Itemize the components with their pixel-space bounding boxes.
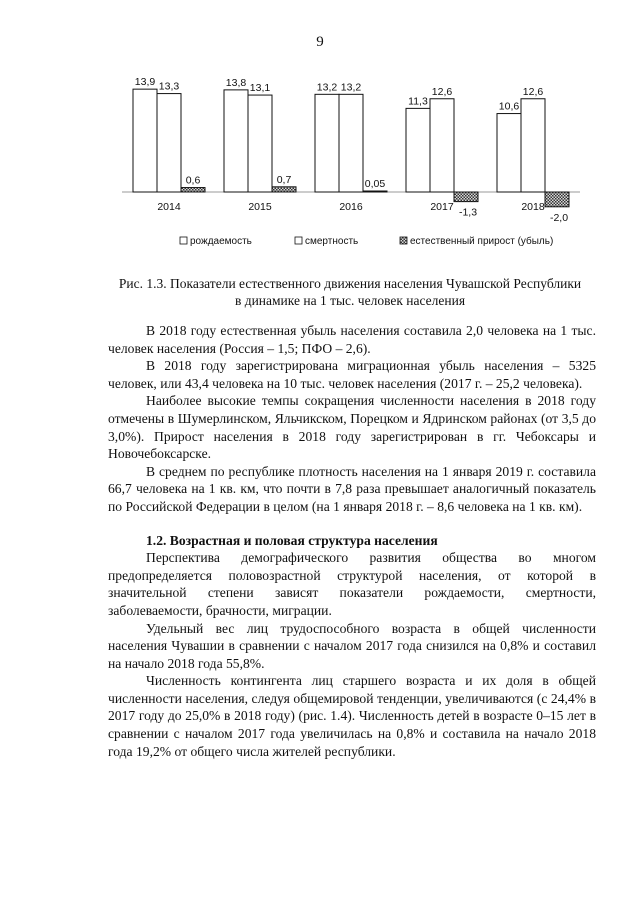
bar-death-2016: [339, 94, 363, 192]
legend-swatch: [180, 237, 187, 244]
legend-swatch: [400, 237, 407, 244]
data-label: -2,0: [549, 211, 569, 224]
data-label: 11,3: [408, 95, 428, 108]
legend-swatch: [295, 237, 302, 244]
data-label: 13,2: [316, 81, 338, 94]
paragraph: В 2018 году зарегистрирована миграционная убыль населения – 5325 человек, или 43,4 человека на 10 тыс. человек населения (2017 г. – 25,2 человека).: [108, 358, 596, 391]
paragraph: Перспектива демографического развития общества во многом предопределяется половозрастной структурой населения, от которой в значительной степени зависят показатели рождаемости, смертности, заболеваемости, брачности, миграции.: [108, 550, 596, 618]
bar-natural-change-2015: [272, 187, 296, 192]
legend-label: смертность: [305, 236, 359, 247]
data-label: 13,9: [134, 76, 156, 89]
bar-natural-change-2017: [454, 192, 478, 202]
x-tick-label: 2018: [521, 201, 545, 213]
paragraph: Наиболее высокие темпы сокращения численности населения в 2018 году отмечены в Шумерлинском, Яльчикском, Порецком и Ядринском районах (от 3,5 до 3,0%). Прирост населения в 2018 году зарегистрирован в гг. Чебоксары и Новочебоксарске.: [108, 393, 596, 462]
x-tick-label: 2016: [339, 201, 363, 213]
data-label: 10,6: [498, 100, 520, 113]
bar-death-2018: [521, 99, 545, 192]
bar-death-2014: [157, 94, 181, 192]
x-tick-label: 2014: [157, 201, 181, 213]
bar-birth-2016: [315, 94, 339, 192]
data-label: 0,6: [185, 174, 201, 187]
bar-birth-2014: [133, 89, 157, 192]
bar-birth-2017: [406, 108, 430, 192]
bar-birth-2018: [497, 114, 521, 192]
section-heading: 1.2. Возрастная и половая структура населения: [146, 532, 438, 548]
bar-death-2015: [248, 95, 272, 192]
vital-statistics-chart: [0, 0, 640, 270]
page-number: 9: [316, 34, 324, 50]
legend-label: рождаемость: [190, 236, 252, 247]
data-label: 13,8: [225, 76, 247, 89]
data-label: 13,3: [158, 80, 180, 93]
data-label: 13,1: [249, 82, 271, 95]
bar-natural-change-2014: [181, 188, 205, 192]
legend-label: естественный прирост (убыль): [410, 236, 554, 247]
body-text: [108, 322, 596, 760]
paragraph: Удельный вес лиц трудоспособного возраста в общей численности населения Чувашии в сравнении с началом 2017 года снизился на 0,8% и составил на начало 2018 года 55,8%.: [108, 620, 596, 671]
paragraph: Численность контингента лиц старшего возраста и их доля в общей численности населения, следуя общемировой тенденции, увеличиваются (с 24,4% в 2017 году до 25,0% в 2018 году) (рис. 1.4). Численность детей в возрасте 0–15 лет в сравнении с началом 2017 года увеличилась на 0,8% и составила на начало 2018 года 19,2% от общего числа жителей республики.: [108, 673, 596, 759]
caption-line-1: Рис. 1.3. Показатели естественного движения населения Чувашской Республики: [118, 276, 582, 291]
x-tick-label: 2015: [248, 201, 272, 213]
paragraph: В 2018 году естественная убыль населения составила 2,0 человека на 1 тыс. человек населения (Россия – 1,5; ПФО – 2,6).: [108, 323, 596, 356]
data-label: 12,6: [522, 85, 544, 98]
data-label: 0,7: [276, 173, 292, 186]
caption-line-2: в динамике на 1 тыс. человек населения: [234, 293, 466, 308]
bar-natural-change-2016: [363, 191, 387, 192]
bar-natural-change-2018: [545, 192, 569, 207]
data-label: 0,05: [364, 178, 386, 190]
data-label: 12,6: [431, 85, 453, 98]
bar-death-2017: [430, 99, 454, 192]
x-tick-label: 2017: [430, 201, 454, 213]
data-label: 13,2: [340, 81, 362, 94]
paragraph: В среднем по республике плотность населения на 1 января 2019 г. составила 66,7 человека на 1 кв. км, что почти в 7,8 раза превышает аналогичный показатель по Российской Федерации в целом (на 1 января 2018 г. – 8,6 человека на 1 кв. км).: [108, 463, 596, 514]
data-label: -1,3: [458, 206, 478, 219]
bar-birth-2015: [224, 90, 248, 192]
figure-caption: [110, 275, 590, 309]
